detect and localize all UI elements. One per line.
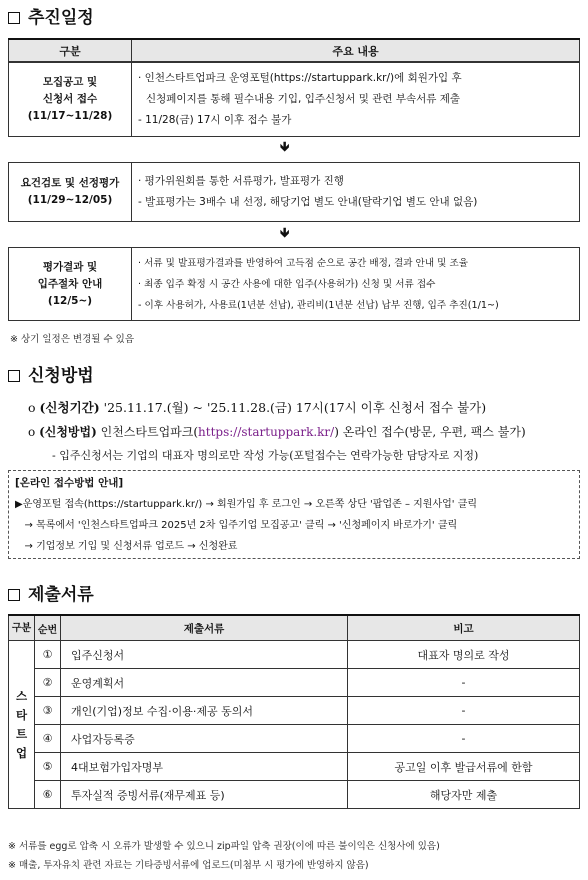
guide-title: [온라인 접수방법 안내]	[15, 477, 124, 489]
online-guide-box	[8, 470, 580, 559]
stage-1-label: 모집공고 및 신청서 접수 (11/17~11/28)	[9, 62, 132, 137]
checkbox-square-icon	[8, 12, 20, 24]
doc-category-startup: 스 타 트 업	[9, 641, 35, 809]
stage-1-item: 신청페이지를 통해 필수내용 기입, 입주신청서 및 관련 부속서류 제출	[146, 92, 461, 105]
doc-header-name: 제출서류	[61, 615, 348, 641]
doc-num: ③	[35, 697, 61, 725]
doc-num: ⑥	[35, 781, 61, 809]
schedule-stage-3	[8, 247, 580, 321]
down-arrow-icon: 🡻	[280, 226, 290, 241]
application-period: o (신청기간) '25.11.17.(월) ~ '25.11.28.(금) 17시(17시 이후 신청서 접수 불가)	[28, 400, 487, 415]
schedule-section-title: 추진일정	[8, 8, 94, 28]
guide-line: → 기업정보 기입 및 신청서류 업로드 → 신청완료	[15, 541, 238, 552]
doc-name: 4대보험가입자명부	[61, 753, 348, 781]
guide-line: → 목록에서 '인천스타트업파크 2025년 2차 입주기업 모집공고' 클릭 → '신청페이지 바로가기' 클릭	[15, 520, 458, 531]
checkbox-square-icon	[8, 589, 20, 601]
doc-num: ⑤	[35, 753, 61, 781]
doc-num: ②	[35, 669, 61, 697]
schedule-note: ※ 상기 일정은 변경될 수 있음	[10, 334, 135, 345]
stage-1-item: - 11/28(금) 17시 이후 접수 불가	[138, 113, 292, 126]
table-row	[9, 697, 580, 725]
doc-remark: -	[348, 725, 580, 753]
stage-2-item: - 발표평가는 3배수 내 선정, 해당기업 별도 안내(탈락기업 별도 안내 없음)	[138, 196, 478, 208]
schedule-stage-2	[8, 162, 580, 222]
stage-2-content	[132, 163, 580, 222]
table-row	[9, 753, 580, 781]
method-section-title: 신청방법	[8, 366, 94, 386]
stage-1-content	[132, 62, 580, 137]
checkbox-square-icon	[8, 370, 20, 382]
doc-header-category: 구분	[9, 615, 35, 641]
doc-header-num: 순번	[35, 615, 61, 641]
stage-1-item: · 인천스타트업파크 운영포털(https://startuppark.kr/)에 회원가입 후	[138, 71, 462, 84]
doc-remark: -	[348, 697, 580, 725]
stage-2-item: · 평가위원회를 통한 서류평가, 발표평가 진행	[138, 175, 344, 187]
table-row	[9, 669, 580, 697]
doc-name: 사업자등록증	[61, 725, 348, 753]
doc-remark: 대표자 명의로 작성	[348, 641, 580, 669]
table-row	[9, 725, 580, 753]
documents-table	[8, 614, 580, 809]
guide-line: ▶운영포털 접속(https://startuppark.kr/) → 회원가입 후 로그인 → 오른쪽 상단 '팝업존 – 지원사업' 클릭	[15, 499, 478, 510]
doc-name: 운영계획서	[61, 669, 348, 697]
doc-remark: -	[348, 669, 580, 697]
stage-3-label: 평가결과 및 입주절차 안내 (12/5~)	[9, 248, 132, 321]
doc-num: ①	[35, 641, 61, 669]
stage-2-label: 요건검토 및 선정평가 (11/29~12/05)	[9, 163, 132, 222]
doc-name: 입주신청서	[61, 641, 348, 669]
method-sub-note: - 입주신청서는 기업의 대표자 명의로만 작성 가능(포털접수는 연락가능한 담당자로 지정)	[52, 449, 479, 462]
doc-header-remark: 비고	[348, 615, 580, 641]
stage-3-item: · 최종 입주 확정 시 공간 사용에 대한 입주(사용허가) 신청 및 서류 접수	[138, 278, 436, 290]
schedule-header-table	[8, 38, 580, 63]
schedule-stage-1	[8, 61, 580, 137]
application-method: o (신청방법) 인천스타트업파크(https://startuppark.kr/) 온라인 접수(방문, 우편, 팩스 불가)	[28, 425, 526, 439]
doc-remark: 공고일 이후 발급서류에 한함	[348, 753, 580, 781]
schedule-header-content: 주요 내용	[132, 39, 580, 63]
startuppark-link[interactable]: https://startuppark.kr/	[198, 425, 335, 439]
doc-name: 개인(기업)정보 수집·이용·제공 동의서	[61, 697, 348, 725]
documents-section-title: 제출서류	[8, 585, 94, 605]
stage-3-item: · 서류 및 발표평가결과를 반영하여 고득점 순으로 공간 배정, 결과 안내 및 조율	[138, 257, 468, 269]
doc-name: 투자실적 증빙서류(재무제표 등)	[61, 781, 348, 809]
doc-remark: 해당자만 제출	[348, 781, 580, 809]
schedule-header-category: 구분	[9, 39, 132, 63]
stage-3-item: - 이후 사용허가, 사용료(1년분 선납), 관리비(1년분 선납) 납부 진행, 입주 추진(1/1~)	[138, 299, 499, 311]
footnote: ※ 매출, 투자유치 관련 자료는 기타증빙서류에 업로드(미첨부 시 평가에 반영하지 않음)	[8, 860, 369, 871]
footnote: ※ 서류를 egg로 압축 시 오류가 발생할 수 있으니 zip파일 압축 권장(이에 따른 불이익은 신청사에 있음)	[8, 841, 440, 852]
table-row	[9, 641, 580, 669]
down-arrow-icon: 🡻	[280, 140, 290, 155]
stage-3-content	[132, 248, 580, 321]
table-row	[9, 781, 580, 809]
doc-num: ④	[35, 725, 61, 753]
